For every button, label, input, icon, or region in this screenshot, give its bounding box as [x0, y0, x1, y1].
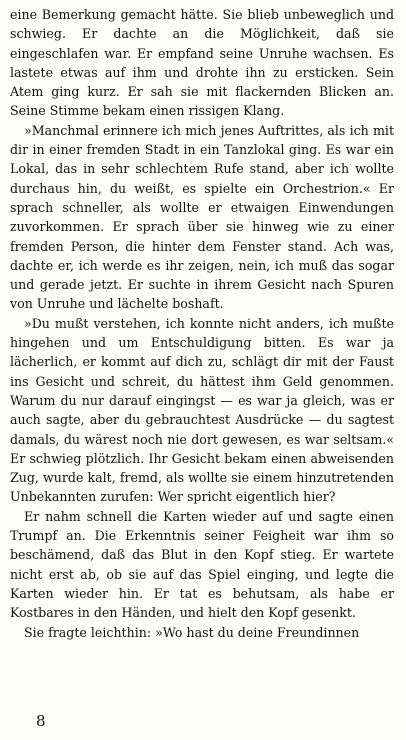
paragraph-2: »Manchmal erinnere ich mich jenes Auftrittes, als ich mit dir in einer fremden Stadt in ein Tanzlokal ging. Es war ein Lokal, das in sehr schlechtem Rufe stand, aber ich wollte durchaus hin, du weißt, es spielte ein Orchestrion.« Er sprach schneller, als wollte er etwaigen Einwendungen zuvorkommen. Er sprach über sie hinweg wie zu einer fremden Person, die hinter dem Fenster stand. Ach was, dachte er, ich werde es ihr zeigen, nein, ich muß das sogar und gerade jetzt. Er suchte in ihrem Gesicht nach Spuren von Unruhe und lächelte boshaft. — [10, 122, 394, 312]
paragraph-4: Er nahm schnell die Karten wieder auf und sagte einen Trumpf an. Die Erkenntnis seiner Feigheit war ihm so beschämend, daß das Blut in den Kopf stieg. Er wartete nicht erst ab, ob sie auf das Spiel einging, und legte die Karten wieder hin. Er tat es behutsam, als habe er Kostbares in den Händen, und hielt den Kopf gesenkt. — [10, 508, 394, 621]
page-number: 8 — [36, 712, 46, 730]
paragraph-5: Sie fragte leichthin: »Wo hast du deine Freundinnen — [24, 624, 360, 640]
body-text — [10, 5, 394, 642]
paragraph-3: »Du mußt verstehen, ich konnte nicht anders, ich mußte hingehen und um Entschuldigung bitten. Es war ja lächerlich, er kommt auf dich zu, schlägt dir mit der Faust ins Gesicht und schreit, du hättest ihm Geld genommen. Warum du nur darauf eingingst — es war ja gleich, was er auch sagte, aber du gebrauchtest Ausdrücke — du sagtest damals, du wärest noch nie dort gewesen, es war seltsam.« Er schwieg plötzlich. Ihr Gesicht bekam einen abweisenden Zug, wurde kalt, fremd, als wollte sie einem hinzutretenden Unbekannten zurufen: Wer spricht eigentlich hier? — [10, 315, 394, 505]
paragraph-1: eine Bemerkung gemacht hätte. Sie blieb unbeweglich und schwieg. Er dachte an die Möglichkeit, daß sie eingeschlafen war. Er empfand seine Unruhe wachsen. Es lastete etwas auf ihm und drohte ihn zu ersticken. Sein Atem ging kurz. Er sah sie mit flackernden Blicken an. Seine Stimme bekam einen rissigen Klang. — [10, 7, 394, 119]
